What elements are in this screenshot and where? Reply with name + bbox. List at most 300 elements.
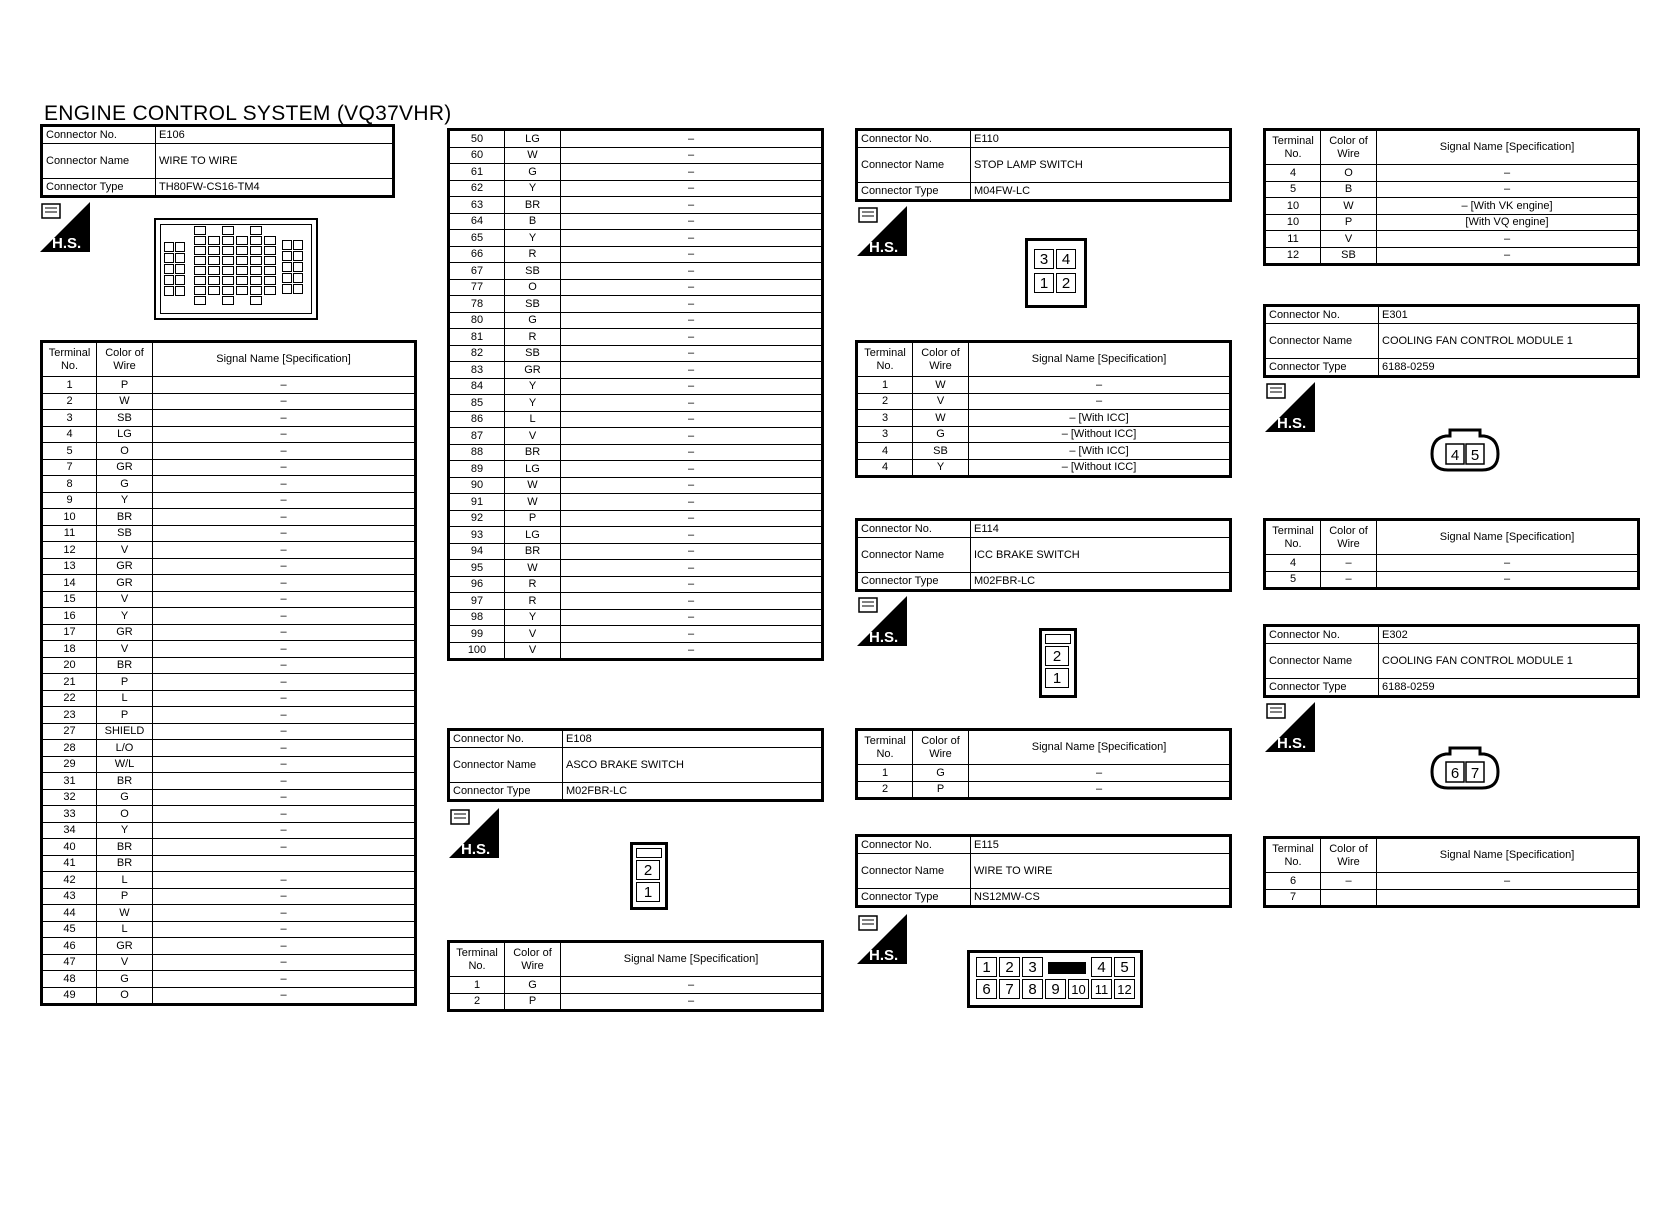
signal-name-cell: – [1377,165,1639,182]
table-row [1265,181,1639,198]
connector-pin-cell [222,276,234,285]
connector-pin-cell [175,242,185,252]
signal-name-cell: – [153,426,416,443]
signal-name-cell: – [153,509,416,526]
table-row [449,197,823,214]
signal-name-cell: – [561,527,823,544]
terminal-no-cell: 12 [42,542,97,559]
connector-pin-cell [293,240,303,250]
signal-name-cell: – [561,395,823,412]
connector-pin: 9 [1045,979,1066,999]
table-row [449,428,823,445]
connector-pin-cell [222,226,234,235]
signal-name-cell: – [153,410,416,427]
signal-name-cell: – [561,296,823,313]
table-row [42,608,416,625]
table-row [1265,571,1639,589]
page-title: ENGINE CONTROL SYSTEM (VQ37VHR) [44,102,452,125]
connector-pin-cell [175,264,185,274]
terminal-no-cell: 31 [42,773,97,790]
connector-name-label: Connector Name [449,748,563,783]
svg-text:H.S.: H.S. [869,239,899,256]
connector-pin: 11 [1091,979,1112,999]
table-row [42,756,416,773]
table-row [42,723,416,740]
wire-color-cell: O [97,443,153,460]
wire-color-cell: SB [505,263,561,280]
wire-color-cell: LG [505,461,561,478]
signal-name-cell: – [561,626,823,643]
connector-no-label: Connector No. [1265,626,1379,644]
table-row [449,560,823,577]
wire-color-cell: W/L [97,756,153,773]
color-of-wire-header: Color of Wire [1321,130,1377,165]
table-row [42,921,416,938]
signal-name-cell: – [561,345,823,362]
terminal-no-cell: 15 [42,591,97,608]
connector-name-value: ASCO BRAKE SWITCH [563,748,823,783]
signal-name-cell: – [153,443,416,460]
signal-name-cell: – [1377,181,1639,198]
connector-pin-cell [236,286,248,295]
connector-no-label: Connector No. [857,836,971,854]
signal-name-cell: – [153,575,416,592]
connector-name-value: STOP LAMP SWITCH [971,148,1231,183]
wire-color-cell: SB [505,296,561,313]
signal-name-cell: – [153,525,416,542]
signal-name-cell: – [153,674,416,691]
signal-name-cell: – [561,593,823,610]
wire-color-cell: W [913,410,969,427]
signal-name-header: Signal Name [Specification] [1377,130,1639,165]
signal-name-cell: – [153,591,416,608]
terminal-no-cell: 28 [42,740,97,757]
terminal-no-cell: 99 [449,626,505,643]
signal-name-cell: – [561,329,823,346]
connector-pin-cell [236,256,248,265]
terminal-no-header: Terminal No. [42,342,97,377]
connector-pin: 1 [1045,668,1069,688]
terminal-no-cell: 10 [1265,214,1321,231]
table-row [449,312,823,329]
wire-color-cell: GR [97,558,153,575]
color-of-wire-header: Color of Wire [1321,520,1377,555]
table-row [449,296,823,313]
signal-name-cell: – [561,180,823,197]
wire-color-cell: G [913,765,969,782]
terminal-no-cell: 20 [42,657,97,674]
signal-name-cell: – [153,938,416,955]
wire-color-cell: B [1321,181,1377,198]
table-row [449,510,823,527]
connector-type-label: Connector Type [857,573,971,591]
table-row [42,624,416,641]
wire-color-cell: G [913,426,969,443]
color-of-wire-header: Color of Wire [505,942,561,977]
connector-type-value: M04FW-LC [971,183,1231,201]
table-row [1265,198,1639,215]
wire-color-cell: W [505,147,561,164]
terminal-no-cell: 17 [42,624,97,641]
connector-pin-cell [264,286,276,295]
e106-terminal-table-a [40,340,417,1006]
wire-color-cell: P [505,510,561,527]
table-row [449,977,823,994]
connector-pin-cell [236,266,248,275]
signal-name-cell: – [153,641,416,658]
signal-name-cell: – [561,428,823,445]
signal-name-cell: – [153,954,416,971]
wire-color-cell: SB [97,410,153,427]
terminal-no-cell: 67 [449,263,505,280]
wire-color-cell: Y [913,459,969,477]
table-row [42,954,416,971]
signal-name-cell: – [561,576,823,593]
connector-type-label: Connector Type [449,783,563,801]
connector-name-label: Connector Name [857,854,971,889]
connector-pin-cell [293,284,303,294]
wire-color-cell: BR [505,444,561,461]
terminal-no-cell: 60 [449,147,505,164]
wire-color-cell: Y [97,608,153,625]
table-row [449,626,823,643]
wire-color-cell: L [97,921,153,938]
connector-pin-cell [282,262,292,272]
wire-color-cell: LG [505,527,561,544]
table-row [449,993,823,1011]
connector-pin-cell [264,246,276,255]
signal-name-cell: – [1377,247,1639,265]
wire-color-cell: G [505,312,561,329]
terminal-no-cell: 96 [449,576,505,593]
table-row [42,525,416,542]
signal-name-cell: – [561,560,823,577]
terminal-no-cell: 27 [42,723,97,740]
connector-type-value: M02FBR-LC [971,573,1231,591]
connector-pin-cell [164,253,174,263]
wire-color-cell: V [505,626,561,643]
table-row [449,642,823,660]
connector-type-value: TH80FW-CS16-TM4 [156,179,394,197]
signal-name-cell: – [561,543,823,560]
terminal-no-cell: 5 [42,443,97,460]
connector-pin-cell [194,266,206,275]
terminal-no-cell: 2 [857,781,913,799]
signal-name-cell: – [153,806,416,823]
signal-name-header: Signal Name [Specification] [561,942,823,977]
table-row [42,987,416,1005]
connector-pin-cell [175,275,185,285]
table-row [42,410,416,427]
connector-pin-cell [194,236,206,245]
wire-color-cell: LG [505,130,561,148]
signal-name-cell: – [153,624,416,641]
e110-connector-face [1025,238,1087,308]
signal-name-cell: – [153,905,416,922]
table-row [42,558,416,575]
signal-name-cell: – [153,393,416,410]
connector-pin: 2 [636,860,660,880]
wire-color-cell: Y [505,395,561,412]
table-row [42,443,416,460]
connector-type-label: Connector Type [857,183,971,201]
connector-no-label: Connector No. [449,730,563,748]
connector-type-value: 6188-0259 [1379,359,1639,377]
hs-icon [1265,702,1315,752]
table-row [42,773,416,790]
svg-text:H.S.: H.S. [52,235,82,252]
signal-name-cell: – [561,444,823,461]
table-row [42,542,416,559]
hs-icon [40,202,90,252]
e110-info-table [855,128,1232,202]
table-row [449,444,823,461]
terminal-no-cell: 3 [857,410,913,427]
table-row [449,147,823,164]
connector-pin-cell [250,226,262,235]
terminal-no-cell: 14 [42,575,97,592]
connector-pin-cell [250,296,262,305]
connector-pin-cell [282,240,292,250]
wire-color-cell: LG [97,426,153,443]
signal-name-header: Signal Name [Specification] [969,730,1231,765]
signal-name-cell: – [153,492,416,509]
table-row [449,609,823,626]
table-row [1265,873,1639,890]
connector-name-value: COOLING FAN CONTROL MODULE 1 [1379,324,1639,359]
connector-pin-cell [194,256,206,265]
connector-pin-cell [164,264,174,274]
table-row [42,822,416,839]
table-row [42,575,416,592]
terminal-no-cell: 83 [449,362,505,379]
table-row [449,164,823,181]
table-row [857,393,1231,410]
connector-pin-cell [194,246,206,255]
signal-name-cell: – [561,642,823,660]
table-row [1265,214,1639,231]
e302-connector-face [1428,744,1502,792]
terminal-no-cell: 63 [449,197,505,214]
wire-color-cell: Y [505,180,561,197]
wire-color-cell: W [505,494,561,511]
terminal-no-cell: 61 [449,164,505,181]
wire-color-cell: GR [97,459,153,476]
connector-name-value: COOLING FAN CONTROL MODULE 1 [1379,644,1639,679]
connector-name-value: WIRE TO WIRE [156,144,394,179]
wire-color-cell: Y [505,609,561,626]
connector-pin: 7 [999,979,1020,999]
connector-pin-cell [264,266,276,275]
connector-pin: 4 [1450,447,1460,464]
wire-color-cell: GR [505,362,561,379]
hs-icon [857,596,907,646]
table-row [449,246,823,263]
svg-text:H.S.: H.S. [869,629,899,646]
wire-color-cell: Y [97,492,153,509]
connector-pin-cell [208,276,220,285]
signal-name-cell: – [1377,231,1639,248]
terminal-no-cell: 65 [449,230,505,247]
table-row [42,872,416,889]
table-row [449,461,823,478]
terminal-no-cell: 40 [42,839,97,856]
connector-pin: 2 [1056,273,1076,293]
table-row [857,459,1231,477]
terminal-no-cell: 49 [42,987,97,1005]
connector-pin-cell [264,236,276,245]
connector-pin: 12 [1114,979,1135,999]
e114-connector-face [1039,628,1077,698]
terminal-no-cell: 18 [42,641,97,658]
signal-name-cell: – [153,377,416,394]
terminal-no-cell: 16 [42,608,97,625]
wire-color-cell: G [505,164,561,181]
terminal-no-header: Terminal No. [449,942,505,977]
terminal-no-cell: 11 [1265,231,1321,248]
wire-color-cell: P [97,377,153,394]
terminal-no-cell: 45 [42,921,97,938]
table-row [449,543,823,560]
signal-name-cell: – [561,246,823,263]
wire-color-cell: R [505,576,561,593]
signal-name-cell: – [969,765,1231,782]
terminal-no-cell: 2 [42,393,97,410]
table-row [449,395,823,412]
terminal-no-cell: 4 [1265,555,1321,572]
terminal-no-cell: 29 [42,756,97,773]
connector-pin-cell [222,266,234,275]
terminal-no-header: Terminal No. [857,730,913,765]
connector-pin-cell [208,246,220,255]
signal-name-cell: – [561,279,823,296]
table-row [449,329,823,346]
table-row [449,527,823,544]
svg-text:H.S.: H.S. [461,841,491,858]
connector-type-label: Connector Type [1265,679,1379,697]
connector-pin-cell [293,251,303,261]
terminal-no-cell: 11 [42,525,97,542]
terminal-no-cell: 33 [42,806,97,823]
terminal-no-cell: 46 [42,938,97,955]
wire-color-cell: W [505,560,561,577]
table-row [449,593,823,610]
connector-type-value: NS12MW-CS [971,889,1231,907]
terminal-no-cell: 3 [857,426,913,443]
table-row [42,393,416,410]
connector-name-label: Connector Name [1265,324,1379,359]
connector-pin-cell [194,276,206,285]
table-row [449,477,823,494]
connector-pin-cell [282,273,292,283]
terminal-no-cell: 98 [449,609,505,626]
signal-name-cell: – [561,147,823,164]
wire-color-cell: BR [97,839,153,856]
connector-pin: 5 [1114,957,1135,977]
terminal-no-cell: 34 [42,822,97,839]
wire-color-cell: V [97,591,153,608]
connector-pin-cell [208,256,220,265]
e114-info-table [855,518,1232,592]
table-row [449,130,823,148]
connector-pin-cell [293,262,303,272]
table-row [42,492,416,509]
signal-name-cell: – [153,872,416,889]
signal-name-cell: – [Without ICC] [969,426,1231,443]
wire-color-cell: V [505,642,561,660]
wire-color-cell: – [1321,555,1377,572]
signal-name-cell: – [153,723,416,740]
e114-terminal-table [855,728,1232,800]
terminal-no-header: Terminal No. [1265,520,1321,555]
terminal-no-cell: 43 [42,888,97,905]
terminal-no-cell: 4 [857,443,913,460]
signal-name-cell: – [Without ICC] [969,459,1231,477]
table-row [1265,889,1639,907]
wire-color-cell: L [97,690,153,707]
wire-color-cell: GR [97,938,153,955]
connector-type-value: 6188-0259 [1379,679,1639,697]
signal-name-cell: – [153,987,416,1005]
connector-pin-cell [222,256,234,265]
hs-icon [1265,382,1315,432]
connector-pin-cell [236,236,248,245]
connector-no-value: E114 [971,520,1231,538]
connector-pin-cell [250,276,262,285]
connector-pin: 6 [1450,765,1460,782]
wire-color-cell: O [97,987,153,1005]
svg-text:H.S.: H.S. [1277,415,1307,432]
signal-name-cell: – [561,993,823,1011]
terminal-no-cell: 2 [857,393,913,410]
signal-name-cell: – [153,756,416,773]
table-row [449,494,823,511]
signal-name-cell: – [561,164,823,181]
terminal-no-cell: 42 [42,872,97,889]
hs-icon [449,808,499,858]
wire-color-cell: P [97,674,153,691]
connector-pin-cell [208,286,220,295]
signal-name-cell: – [561,213,823,230]
table-row [42,888,416,905]
signal-name-cell: – [With ICC] [969,410,1231,427]
terminal-no-cell: 92 [449,510,505,527]
connector-pin: 2 [999,957,1020,977]
terminal-no-cell: 32 [42,789,97,806]
connector-pin-cell [208,236,220,245]
terminal-no-cell: 1 [42,377,97,394]
signal-name-cell: – [561,230,823,247]
connector-no-value: E110 [971,130,1231,148]
signal-name-cell [153,855,416,872]
table-row [42,938,416,955]
wire-color-cell: – [1321,571,1377,589]
terminal-no-cell: 21 [42,674,97,691]
wire-color-cell: SB [1321,247,1377,265]
wire-color-cell: V [1321,231,1377,248]
wire-color-cell [1321,889,1377,907]
wire-color-cell: Y [505,230,561,247]
signal-name-cell: – [561,130,823,148]
table-row [42,657,416,674]
signal-name-header: Signal Name [Specification] [1377,838,1639,873]
terminal-no-cell: 48 [42,971,97,988]
signal-name-cell: – [561,510,823,527]
wire-color-cell: BR [505,543,561,560]
wire-color-cell: R [505,329,561,346]
wire-color-cell: BR [97,657,153,674]
wire-color-cell: Y [505,378,561,395]
